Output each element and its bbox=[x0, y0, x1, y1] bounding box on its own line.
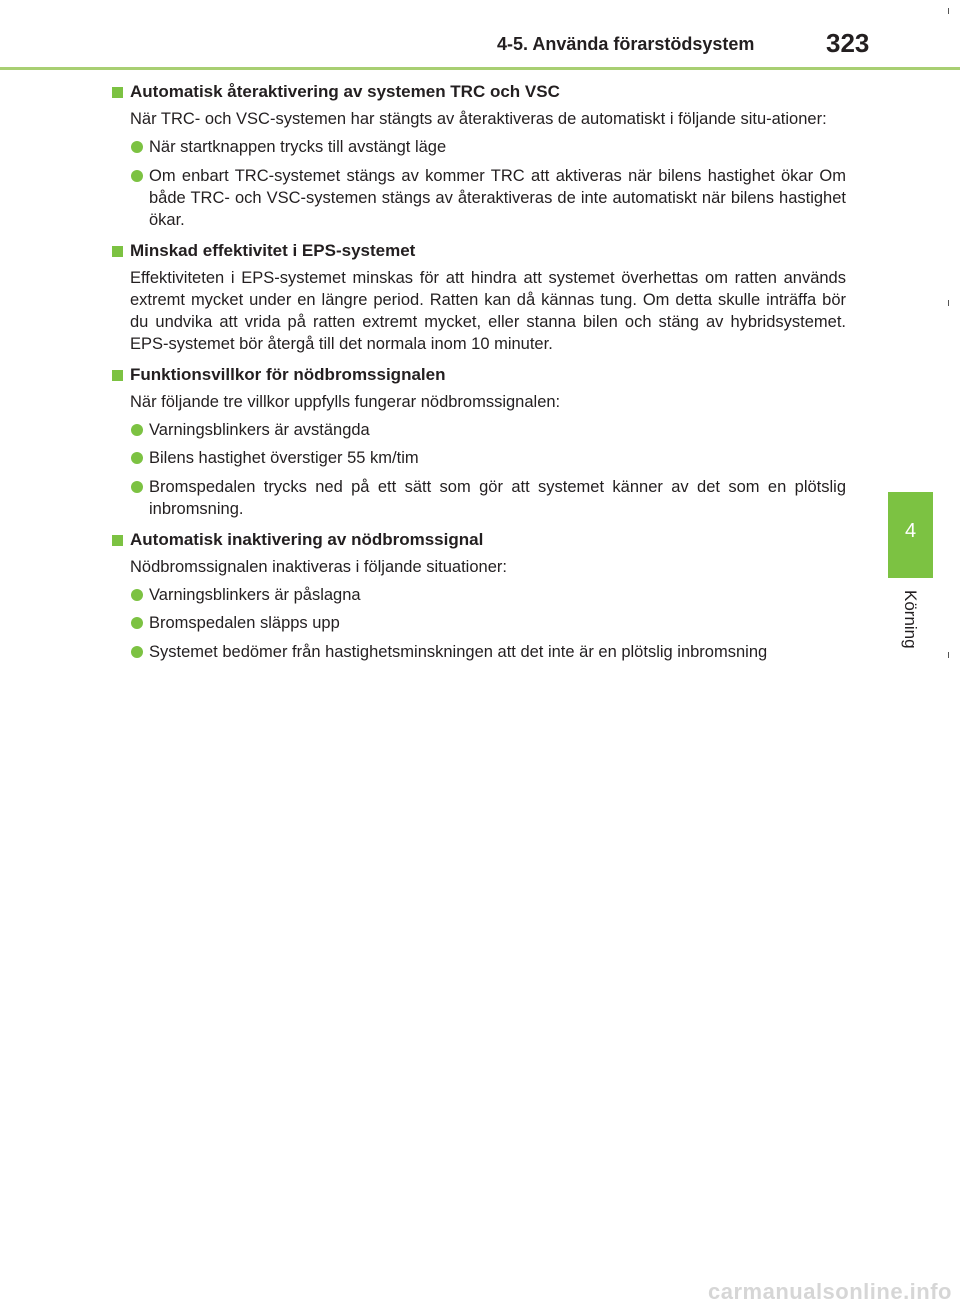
square-bullet-icon bbox=[112, 535, 123, 546]
list-item-text: Bromspedalen släpps upp bbox=[149, 614, 340, 632]
circle-bullet-icon bbox=[131, 452, 143, 464]
chapter-tab bbox=[888, 492, 933, 578]
paragraph: När TRC- och VSC-systemen har stängts av återaktiveras de automatiskt i följande situ-ationer: bbox=[130, 110, 827, 128]
section-emergency-brake-deactivation bbox=[112, 528, 846, 663]
circle-bullet-icon bbox=[131, 646, 143, 658]
crop-mark bbox=[948, 8, 949, 14]
list-item-text: När startknappen trycks till avstängt läge bbox=[149, 138, 447, 156]
list-item bbox=[130, 476, 846, 520]
section-heading bbox=[112, 80, 846, 104]
circle-bullet-icon bbox=[131, 481, 143, 493]
list-item-text: Varningsblinkers är påslagna bbox=[149, 585, 361, 604]
list-item bbox=[130, 447, 846, 469]
square-bullet-icon bbox=[112, 370, 123, 381]
square-bullet-icon bbox=[112, 87, 123, 98]
list-item-text: Varningsblinkers är avstängda bbox=[149, 420, 370, 439]
circle-bullet-icon bbox=[131, 589, 143, 601]
crop-mark bbox=[948, 300, 949, 306]
section-title: 4-5. Använda förarstödsystem bbox=[497, 34, 755, 54]
list-item-text: Bilens hastighet överstiger 55 km/tim bbox=[149, 449, 419, 467]
circle-bullet-icon bbox=[131, 424, 143, 436]
paragraph: När följande tre villkor uppfylls fungerar nödbromssignalen: bbox=[130, 392, 561, 411]
square-bullet-icon bbox=[112, 246, 123, 257]
chapter-label: Körning bbox=[901, 590, 920, 649]
header-rule bbox=[0, 67, 960, 70]
main-content bbox=[112, 80, 846, 671]
circle-bullet-icon bbox=[131, 617, 143, 629]
list-item bbox=[130, 165, 846, 231]
section-heading bbox=[112, 363, 846, 387]
watermark-link[interactable]: carmanualsonline.info bbox=[708, 1279, 952, 1304]
section-heading-text: Automatisk inaktivering av nödbromssignal bbox=[130, 529, 484, 549]
section-heading-text: Minskad effektivitet i EPS-systemet bbox=[130, 240, 416, 260]
section-emergency-brake-conditions bbox=[112, 363, 846, 520]
section-heading-text: Funktionsvillkor för nödbromssignalen bbox=[130, 364, 446, 384]
chapter-number: 4 bbox=[904, 520, 917, 542]
paragraph: Effektiviteten i EPS-systemet minskas för att hindra att systemet överhettas om ratten används extremt mycket under en längre period. Ratten kan då kännas tung. Om detta skulle inträffa bör du undvika att vrida på ratten extremt mycket, eller stanna bilen och stäng av hybridsystemet. EPS-systemet bör återgå till det normala inom 10 minuter. bbox=[130, 268, 846, 353]
list-item bbox=[130, 612, 846, 634]
crop-mark bbox=[948, 652, 949, 658]
list-item bbox=[130, 136, 846, 158]
section-heading-text: Automatisk återaktivering av systemen TRC och VSC bbox=[130, 82, 560, 101]
list-item bbox=[130, 584, 846, 606]
section-eps bbox=[112, 239, 846, 355]
section-heading bbox=[112, 239, 846, 263]
list-item bbox=[130, 641, 846, 663]
circle-bullet-icon bbox=[131, 170, 143, 182]
list-item bbox=[130, 419, 846, 441]
list-item-text: Bromspedalen trycks ned på ett sätt som gör att systemet känner av det som en plötslig inbromsning. bbox=[149, 477, 846, 518]
paragraph: Nödbromssignalen inaktiveras i följande situationer: bbox=[130, 557, 507, 576]
page-number: 323 bbox=[826, 28, 870, 58]
list-item-text: Systemet bedömer från hastighetsminskningen att det inte är en plötslig inbromsning bbox=[149, 642, 768, 661]
circle-bullet-icon bbox=[131, 141, 143, 153]
list-item-text: Om enbart TRC-systemet stängs av kommer TRC att aktiveras när bilens hastighet ökar Om både TRC- och VSC-systemen stängs av återaktiveras de inte automatiskt när bilens hastighet ökar. bbox=[149, 166, 846, 229]
section-heading bbox=[112, 528, 846, 552]
section-trc-vsc bbox=[112, 80, 846, 231]
